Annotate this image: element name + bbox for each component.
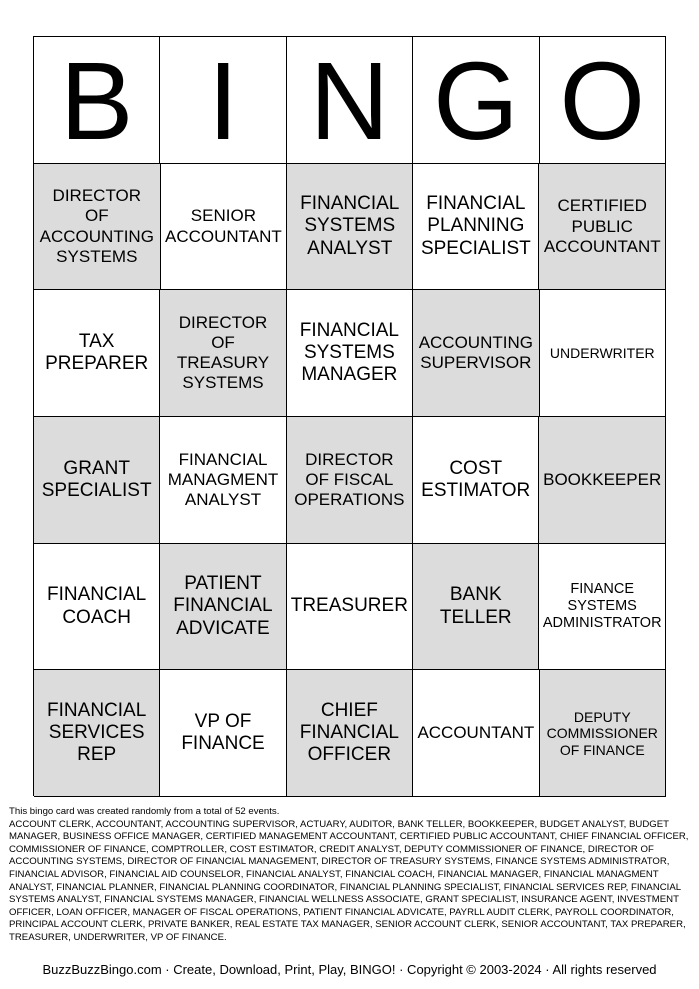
- bingo-cell: PATIENT FINANCIAL ADVICATE: [160, 544, 286, 671]
- header-letter-o: O: [540, 37, 666, 164]
- bingo-header-row: [34, 37, 666, 164]
- bingo-cell: FINANCIAL SYSTEMS MANAGER: [287, 290, 413, 417]
- bingo-cell: COST ESTIMATOR: [413, 417, 539, 544]
- bingo-cell: FINANCE SYSTEMS ADMINISTRATOR: [539, 544, 666, 671]
- bingo-cell: ACCOUNTING SUPERVISOR: [413, 290, 540, 417]
- bingo-row: [34, 670, 666, 797]
- card-info-intro: This bingo card was created randomly from a total of 52 events.: [9, 806, 280, 817]
- bingo-row: [34, 164, 666, 291]
- bingo-cell: DEPUTY COMMISSIONER OF FINANCE: [540, 670, 666, 797]
- bingo-cell: CHIEF FINANCIAL OFFICER: [287, 670, 413, 797]
- bingo-cell: SENIOR ACCOUNTANT: [161, 164, 288, 291]
- bingo-cell: DIRECTOR OF ACCOUNTING SYSTEMS: [34, 164, 161, 291]
- bingo-cell: FINANCIAL MANAGMENT ANALYST: [160, 417, 286, 544]
- bingo-row: [34, 417, 666, 544]
- bingo-cell: FINANCIAL SYSTEMS ANALYST: [287, 164, 413, 291]
- bingo-cell: BOOKKEEPER: [539, 417, 666, 544]
- header-letter-i: I: [160, 37, 286, 164]
- bingo-card: [33, 36, 666, 796]
- bingo-cell: BANK TELLER: [413, 544, 539, 671]
- bingo-cell: DIRECTOR OF FISCAL OPERATIONS: [287, 417, 413, 544]
- bingo-cell: VP OF FINANCE: [160, 670, 286, 797]
- bingo-cell: GRANT SPECIALIST: [34, 417, 160, 544]
- footer: BuzzBuzzBingo.com · Create, Download, Print, Play, BINGO! · Copyright © 2003-2024 · All rights reserved: [42, 962, 657, 977]
- bingo-cell: FINANCIAL PLANNING SPECIALIST: [413, 164, 539, 291]
- bingo-cell: FINANCIAL SERVICES REP: [34, 670, 160, 797]
- bingo-grid: [34, 164, 666, 797]
- event-list: ACCOUNT CLERK, ACCOUNTANT, ACCOUNTING SUPERVISOR, ACTUARY, AUDITOR, BANK TELLER, BOOKKEEPER, BUDGET ANALYST, BUDGET MANAGER, BUSINESS OFFICE MANAGER, CERTIFIED MANAGEMENT ACCOUNTANT, CERTIFIED PUBLIC ACCOUNTANT, CHIEF FINANCIAL OFFICER, COMMISSIONER OF FINANCE, COMPTROLLER, COST ESTIMATOR, CREDIT ANALYST, DEPUTY COMMISSIONER OF FINANCE, DIRECTOR OF ACCOUNTING SYSTEMS, DIRECTOR OF FINANCIAL MANAGEMENT, DIRECTOR OF TREASURY SYSTEMS, FINANCE SYSTEMS ADMINISTRATOR, FINANCIAL ADVISOR, FINANCIAL AID COUNSELOR, FINANCIAL ANALYST, FINANCIAL COACH, FINANCIAL MANAGER, FINANCIAL MANAGMENT ANALYST, FINANCIAL PLANNER, FINANCIAL PLANNING COORDINATOR, FINANCIAL PLANNING SPECIALIST, FINANCIAL SERVICES REP, FINANCIAL SYSTEMS ANALYST, FINANCIAL SYSTEMS MANAGER, FINANCIAL WELLNESS ASSOCIATE, GRANT SPECIALIST, INSURANCE AGENT, INVESTMENT OFFICER, LOAN OFFICER, MANAGER OF FISCAL OPERATIONS, PATIENT FINANCIAL ADVICATE, PAYRLL AUDIT CLERK, PAYROLL COORDINATOR, PRINCIPAL ACCOUNT CLERK, PRIVATE BANKER, REAL ESTATE TAX MANAGER, SENIOR ACCOUNT CLERK, SENIOR ACCOUNTANT, TAX PREPARER, TREASURER, UNDERWRITER, VP OF FINANCE.: [9, 818, 689, 943]
- bingo-cell: DIRECTOR OF TREASURY SYSTEMS: [160, 290, 286, 417]
- bingo-cell: UNDERWRITER: [540, 290, 666, 417]
- bingo-cell: CERTIFIED PUBLIC ACCOUNTANT: [539, 164, 666, 291]
- header-letter-g: G: [413, 37, 539, 164]
- bingo-cell: TREASURER: [287, 544, 414, 671]
- bingo-row: [34, 290, 666, 417]
- bingo-row: [34, 544, 666, 671]
- bingo-cell: ACCOUNTANT: [413, 670, 540, 797]
- bingo-cell: TAX PREPARER: [34, 290, 160, 417]
- header-letter-b: B: [34, 37, 160, 164]
- header-letter-n: N: [287, 37, 413, 164]
- card-info: [9, 806, 691, 945]
- bingo-cell: FINANCIAL COACH: [34, 544, 160, 671]
